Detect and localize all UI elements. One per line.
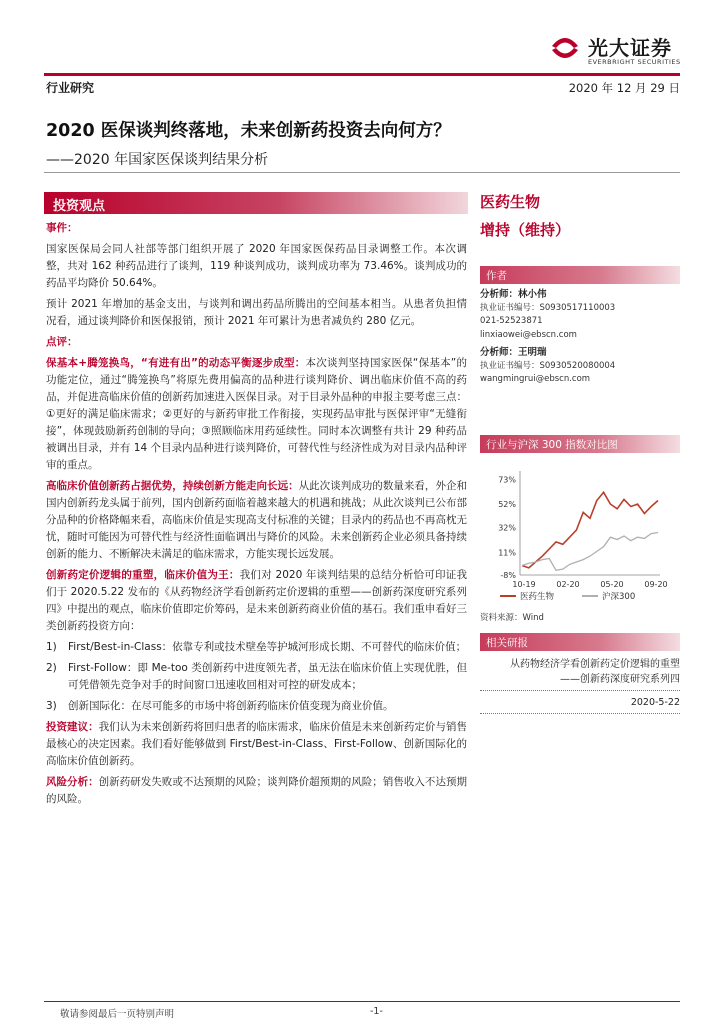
comment-paragraph-1 (46, 355, 467, 474)
company-logo (548, 28, 688, 72)
analyst-name-line (480, 288, 680, 302)
author-bar (480, 266, 680, 284)
comment-heading (46, 334, 467, 351)
related-label: 相关研报 (486, 636, 528, 649)
dotted-rule (480, 690, 680, 691)
footer-rule (44, 1001, 680, 1002)
x-tick-label: 02-20 (556, 579, 580, 589)
risk-paragraph (46, 774, 467, 808)
comment-3-text: 我们对 2020 年谈判结果的总结分析恰可印证我们于 2020.5.22 发布的《从药物经济学看创新药定价逻辑的重塑——创新药深度研究系列四》中提出的观点，临床价值即定价筹码，是未来创新药商业价值的基石。我们重申看好三类创新药投资方向： (46, 569, 467, 632)
related-report-title: 从药物经济学看创新药定价逻辑的重塑 (510, 658, 680, 670)
event-heading (46, 220, 467, 237)
series-line-csi300 (522, 532, 658, 570)
analyst-cert: 执业证书编号：S0930520080004 (480, 360, 616, 371)
list-item-number: 1) (46, 641, 57, 653)
logo-mark-icon (548, 28, 582, 68)
list-item (46, 660, 467, 694)
analyst-email: linxiaowei@ebscn.com (480, 329, 577, 340)
main-column (46, 220, 467, 812)
analyst-name-line (480, 346, 680, 360)
list-item (46, 639, 467, 656)
comment-3-key: 创新药定价逻辑的重塑，临床价值为王： (46, 569, 240, 581)
title-rule (44, 172, 680, 173)
analyst-cert: 执业证书编号：S0930517110003 (480, 302, 616, 313)
chart-source: 资料来源：Wind (480, 612, 544, 623)
x-tick-label: 10-19 (512, 579, 536, 589)
y-tick-label: 32% (498, 523, 516, 533)
y-tick-label: 52% (498, 499, 516, 509)
y-tick-label: -8% (500, 570, 516, 580)
risk-key: 风险分析： (46, 776, 99, 788)
report-date: 2020 年 12 月 29 日 (568, 81, 680, 95)
related-bar (480, 633, 680, 651)
list-item-number: 3) (46, 700, 57, 712)
page-number: -1- (370, 1006, 383, 1017)
sidebar (480, 192, 680, 714)
comment-2-key: 高临床价值创新药占据优势，持续创新方能走向长远： (46, 480, 299, 492)
related-report-subtitle: ——创新药深度研究系列四 (560, 673, 680, 685)
advice-key: 投资建议： (46, 721, 99, 733)
list-item-text: First-Follow：即 Me-too 类创新药中进度领先者，虽无法在临床价值上实现优胜，但可凭借领先竞争对手的时间窗口迅速收回相对可控的研发成本； (68, 662, 467, 691)
chart-svg (480, 459, 680, 609)
comment-paragraph-2 (46, 478, 467, 563)
event-paragraph-2: 预计 2021 年增加的基金支出，与谈判和调出药品所腾出的空间基本相当。从患者负担情况看，通过谈判降价和医保报销，预计 2021 年可累计为患者减负约 280 亿元。 (46, 298, 467, 327)
section-header-bar (44, 192, 468, 214)
legend-label: 沪深300 (602, 591, 636, 602)
analyst-phone: 021-52523871 (480, 316, 543, 326)
y-tick-label: 11% (498, 548, 516, 558)
dotted-rule (480, 713, 680, 714)
advice-paragraph (46, 719, 467, 770)
list-item-text: First/Best-in-Class：依靠专利或技术壁垒等护城河形成长期、不可替代的临床价值； (68, 641, 467, 653)
logo-text: 光大证券 (588, 36, 672, 60)
x-tick-label: 09-20 (644, 579, 668, 589)
section-label: 投资观点 (53, 199, 106, 214)
analyst-role: 分析师： (480, 289, 519, 300)
event-paragraph-1: 国家医保局会同人社部等部门组织开展了 2020 年国家医保药品目录调整工作。本次调整，共对 162 种药品进行了谈判，119 种谈判成功，谈判成功率为 73.46%。谈判成功的药品平均降价 50.64%。 (46, 243, 467, 289)
analyst-name: 王明瑞 (518, 347, 547, 358)
comment-head-text: 点评： (46, 336, 78, 348)
report-title: 2020 医保谈判终落地，未来创新药投资去向何方？ (46, 121, 451, 141)
list-item-number: 2) (46, 662, 57, 674)
event-head-text: 事件： (46, 222, 78, 234)
risk-text: 创新药研发失败或不达预期的风险；谈判降价超预期的风险；销售收入不达预期的风险。 (46, 776, 468, 805)
comment-2-text: 从此次谈判成功的数量来看，外企和国内创新药龙头属于前列，国内创新药面临着越来越大的机遇和挑战；从此次谈判已公布部分品种的价格降幅来看，高临床价值是实现高支付标准的关键；目录内的药品也不再高枕无忧，随时可能因为可替代性与经济性面临调出与降价的风险。未来创新药企业必须具备持续创新的能力、不断解决未满足的临床需求，方能实现长远发展。 (46, 480, 468, 560)
analyst-email: wangmingrui@ebscn.com (480, 374, 591, 384)
y-tick-label: 73% (498, 474, 516, 484)
x-tick-label: 05-20 (600, 579, 624, 589)
chart-title-bar (480, 435, 680, 453)
comment-1-key: 保基本+腾笼换鸟，“有进有出”的动态平衡逐步成型： (46, 357, 306, 369)
analyst-block-2 (480, 346, 680, 387)
comment-paragraph-3 (46, 567, 467, 635)
related-report-date: 2020-5-22 (630, 696, 680, 708)
report-type: 行业研究 (46, 81, 95, 95)
author-label: 作者 (486, 270, 507, 282)
header-rule (44, 73, 680, 76)
chart-title: 行业与沪深 300 指数对比图 (486, 438, 618, 451)
comparison-chart (480, 459, 680, 609)
report-subtitle: ——2020 年国家医保谈判结果分析 (46, 152, 269, 168)
comment-1-text: 本次谈判坚持国家医保“保基本”的功能定位，通过“腾笼换鸟”将原先费用偏高的品种进行谈判降价、调出临床价值不高的药品，并促进高临床价值的创新药加速进入医保目录。对于目录外品种的申报主要考虑三点：①更好的满足临床需求；②更好的与新药审批工作衔接，实现药品审批与医保评审“无缝衔接”，体现鼓励新药创制的导向；③照顾临床用药延续性。同时本次调整有共计 29 种药品被调出目录，并有 14 个目录内品种进行谈判降价，可替代性与经济性成为对目录内品种评审的重点。 (46, 357, 467, 471)
analyst-name: 林小伟 (518, 289, 547, 300)
legend-label: 医药生物 (520, 591, 555, 602)
footer-disclaimer: 敬请参阅最后一页特别声明 (60, 1009, 175, 1020)
analyst-block-1 (480, 288, 680, 342)
rating: 增持（维持） (480, 221, 571, 239)
advice-text: 我们认为未来创新药将回归患者的临床需求，临床价值是未来创新药定价与销售最核心的决定因素。我们看好能够做到 First/Best-in-Class、First-Follow、创新国际化的高临床价值创新药。 (46, 721, 468, 767)
industry-name: 医药生物 (480, 193, 541, 211)
list-item-text: 创新国际化：在尽可能多的市场中将创新药临床价值变现为商业价值。 (68, 700, 394, 712)
list-item (46, 698, 467, 715)
logo-subtext: EVERBRIGHT SECURITIES (588, 58, 681, 66)
analyst-role: 分析师： (480, 347, 519, 358)
